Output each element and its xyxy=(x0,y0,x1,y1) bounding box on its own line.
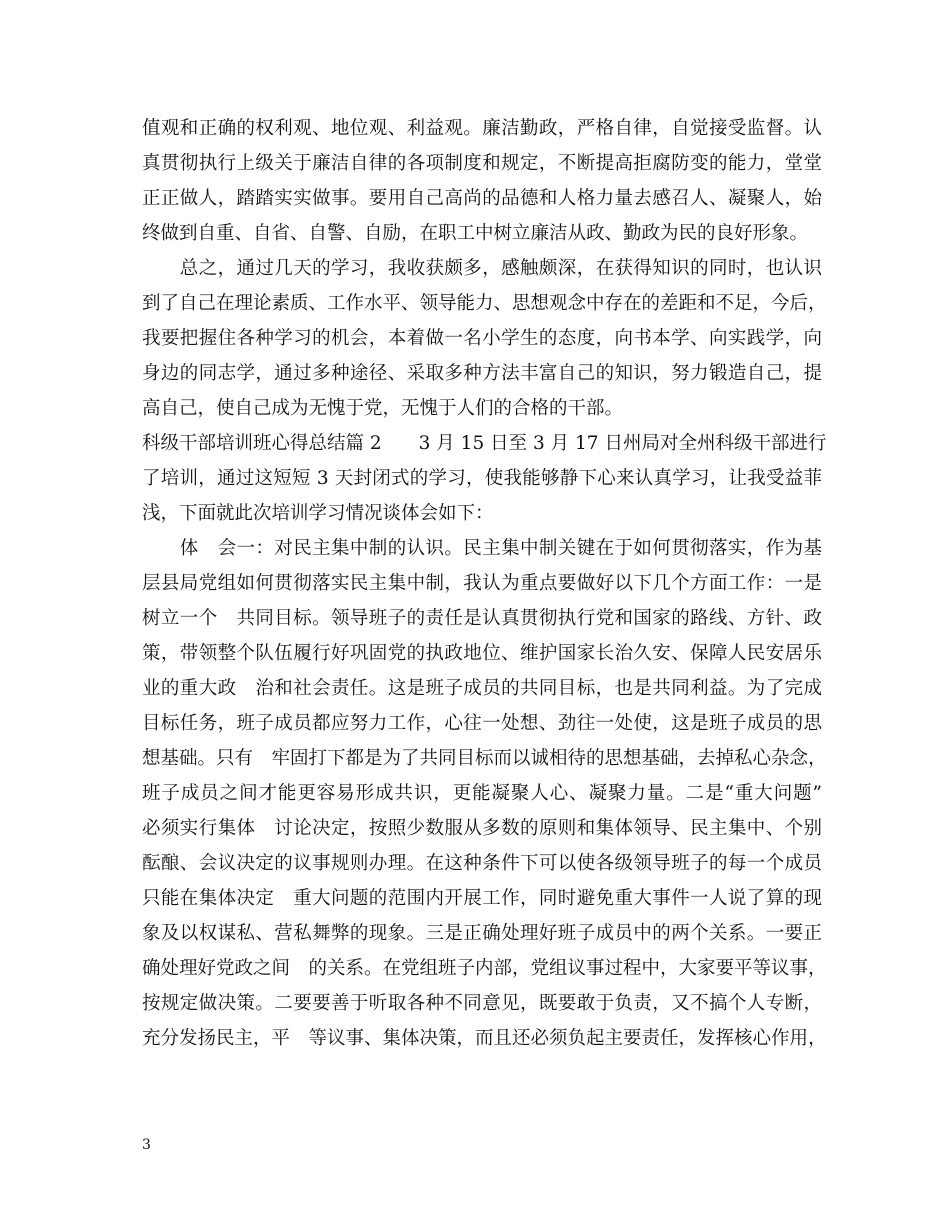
body-line: 树立一个 共同目标。领导班子的责任是认真贯彻执行党和国家的路线、方针、政 xyxy=(142,608,822,629)
body-line: 体 会一：对民主集中制的认识。民主集中制关键在于如何贯彻落实，作为基 xyxy=(142,538,822,559)
body-line: 真贯彻执行上级关于廉洁自律的各项制度和规定，不断提高拒腐防变的能力，堂堂 xyxy=(142,153,822,174)
body-line: 正正做人，踏踏实实做事。要用自己高尚的品德和人格力量去感召人、凝聚人，始 xyxy=(142,188,822,209)
page-number: 3 xyxy=(142,1137,151,1153)
body-line: 总之，通过几天的学习，我收获颇多，感触颇深，在获得知识的同时，也认识 xyxy=(142,258,822,279)
body-line: 策，带领整个队伍履行好巩固党的执政地位、维护国家长治久安、保障人民安居乐 xyxy=(142,643,822,664)
body-line: 了培训，通过这短短 3 天封闭式的学习，使我能够静下心来认真学习，让我受益菲 xyxy=(142,468,822,489)
body-line: 业的重大政 治和社会责任。这是班子成员的共同目标，也是共同利益。为了完成 xyxy=(142,678,822,699)
body-line: 充分发扬民主，平 等议事、集体决策，而且还必须负起主要责任，发挥核心作用， xyxy=(142,1028,827,1049)
body-line: 象及以权谋私、营私舞弊的现象。三是正确处理好班子成员中的两个关系。一要正 xyxy=(142,923,822,944)
body-line: 按规定做决策。二要要善于听取各种不同意见，既要敢于负责，又不搞个人专断， xyxy=(142,993,822,1014)
body-line: 确处理好党政之间 的关系。在党组班子内部，党组议事过程中，大家要平等议事， xyxy=(142,958,827,979)
body-line: 酝酿、会议决定的议事规则办理。在这种条件下可以使各级领导班子的每一个成员 xyxy=(142,853,822,874)
body-line: 值观和正确的权利观、地位观、利益观。廉洁勤政，严格自律，自觉接受监督。认 xyxy=(142,118,822,139)
body-line: 班子成员之间才能更容易形成共识，更能凝聚人心、凝聚力量。二是“重大问题” xyxy=(142,783,822,804)
body-line: 我要把握住各种学习的机会，本着做一名小学生的态度，向书本学、向实践学，向 xyxy=(142,328,822,349)
body-line: 身边的同志学，通过多种途径、采取多种方法丰富自己的知识，努力锻造自己，提 xyxy=(142,363,822,384)
body-line: 想基础。只有 牢固打下都是为了共同目标而以诚相待的思想基础，去掉私心杂念， xyxy=(142,748,827,769)
body-line: 到了自己在理论素质、工作水平、领导能力、思想观念中存在的差距和不足，今后， xyxy=(142,293,827,314)
body-line: 目标任务，班子成员都应努力工作，心往一处想、劲往一处使，这是班子成员的思 xyxy=(142,713,822,734)
body-line: 终做到自重、自省、自警、自励，在职工中树立廉洁从政、勤政为民的良好形象。 xyxy=(142,223,809,244)
body-line: 只能在集体决定 重大问题的范围内开展工作，同时避免重大事件一人说了算的现 xyxy=(142,888,822,909)
body-line: 层县局党组如何贯彻落实民主集中制，我认为重点要做好以下几个方面工作：一是 xyxy=(142,573,822,594)
section-heading-line: 科级干部培训班心得总结篇 2 3 月 15 日至 3 月 17 日州局对全州科级干部进行 xyxy=(142,433,827,454)
body-line: 高自己，使自己成为无愧于党，无愧于人们的合格的干部。 xyxy=(142,398,624,419)
body-line: 浅，下面就此次培训学习情况谈体会如下： xyxy=(142,503,494,524)
body-line: 必须实行集体 讨论决定，按照少数服从多数的原则和集体领导、民主集中、个别 xyxy=(142,818,822,839)
